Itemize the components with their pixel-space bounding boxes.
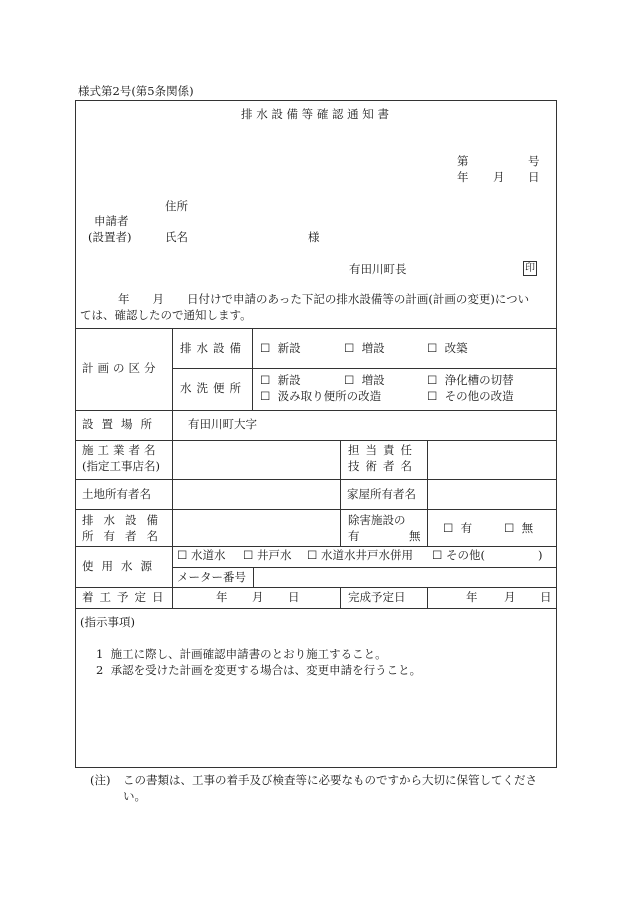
- rule: [427, 587, 428, 608]
- rule: [75, 587, 557, 588]
- applicant-address-label: 住所: [165, 199, 188, 213]
- note-text-line2: い。: [123, 789, 146, 803]
- water-option-combined[interactable]: ☐ 水道水井戸水併用: [307, 548, 413, 562]
- checkbox-icon[interactable]: ☐: [344, 341, 355, 355]
- land-owner-label: 土地所有者名: [82, 487, 151, 501]
- water-option-other[interactable]: ☐ その他(: [432, 548, 485, 562]
- meter-number-label: メーター番号: [177, 570, 246, 584]
- rule: [253, 567, 254, 587]
- rule: [172, 440, 173, 546]
- completion-date-year: 年: [466, 590, 478, 604]
- rule: [75, 328, 557, 329]
- checkbox-icon[interactable]: ☐: [504, 521, 515, 535]
- rule: [172, 567, 557, 568]
- rule: [340, 587, 341, 608]
- removal-facility-label: 除害施設の: [348, 513, 406, 527]
- rule: [427, 440, 428, 546]
- rule: [75, 440, 557, 441]
- rule: [75, 608, 557, 609]
- rule: [172, 546, 173, 608]
- removal-option-no[interactable]: ☐ 無: [504, 521, 534, 535]
- document-title: 排 水 設 備 等 確 認 通 知 書: [241, 107, 389, 121]
- toilet-option-septic-switch[interactable]: ☐ 浄化槽の切替: [427, 373, 514, 387]
- doc-number-suffix: 号: [528, 154, 540, 168]
- toilet-option-extend[interactable]: ☐ 増設: [344, 373, 385, 387]
- checkbox-icon[interactable]: ☐: [260, 389, 271, 403]
- note-label: (注): [90, 773, 111, 787]
- notice-text-line2: ては、確認したので通知します。: [80, 308, 252, 322]
- checkbox-icon[interactable]: ☐: [260, 341, 271, 355]
- instruction-item-1: 1 施工に際し、計画確認申請書のとおり施工すること。: [96, 647, 387, 661]
- removal-facility-label-absence: 無: [409, 529, 421, 543]
- designated-contractor-label: (指定工事店名): [82, 459, 160, 473]
- equipment-owner-label-2: 所有者名: [82, 529, 168, 543]
- notice-text-line1: 年 月 日付けで申請のあった下記の排水設備等の計画(計画の変更)につい: [118, 292, 530, 306]
- applicant-label: 申請者: [94, 214, 129, 228]
- checkbox-icon[interactable]: ☐: [432, 548, 443, 562]
- doc-number-prefix: 第: [457, 154, 469, 168]
- rule: [75, 546, 557, 547]
- water-source-label: 使用水源: [82, 559, 160, 573]
- rule: [172, 328, 173, 410]
- rule: [172, 410, 173, 440]
- checkbox-icon[interactable]: ☐: [307, 548, 318, 562]
- technician-label-2: 技術者名: [348, 459, 418, 473]
- rule: [75, 509, 557, 510]
- applicant-name-label: 氏名: [165, 230, 188, 244]
- checkbox-icon[interactable]: ☐: [443, 521, 454, 535]
- toilet-option-new[interactable]: ☐ 新設: [260, 373, 301, 387]
- start-date-label: 着工予定日: [82, 590, 170, 604]
- seal-mark: 印: [525, 263, 535, 274]
- note-text-line1: この書類は、工事の着手及び検査等に必要なものですから大切に保管してくださ: [123, 773, 537, 787]
- drainage-option-rebuild[interactable]: ☐ 改築: [427, 341, 468, 355]
- date-day: 日: [528, 170, 540, 184]
- house-owner-label: 家屋所有者名: [347, 487, 416, 501]
- applicant-honorific: 様: [308, 230, 320, 244]
- equipment-owner-label: 排水設備: [82, 513, 168, 527]
- completion-date-label: 完成予定日: [348, 590, 406, 604]
- rule: [75, 479, 557, 480]
- checkbox-icon[interactable]: ☐: [243, 548, 254, 562]
- location-label: 設置場所: [82, 417, 160, 431]
- completion-date-day: 日: [540, 590, 552, 604]
- drainage-option-extend[interactable]: ☐ 増設: [344, 341, 385, 355]
- installer-label: (設置者): [88, 230, 132, 244]
- checkbox-icon[interactable]: ☐: [427, 341, 438, 355]
- removal-option-yes[interactable]: ☐ 有: [443, 521, 473, 535]
- rule: [252, 328, 253, 410]
- start-date-day: 日: [288, 590, 300, 604]
- form-number: 様式第2号(第5条関係): [78, 84, 194, 98]
- toilet-option-other-conversion[interactable]: ☐ その他の改造: [427, 389, 514, 403]
- water-other-close-paren: ): [538, 548, 543, 562]
- water-option-tap[interactable]: ☐ 水道水: [177, 548, 226, 562]
- instructions-label: (指示事項): [80, 615, 135, 629]
- instruction-item-2: 2 承認を受けた計画を変更する場合は、変更申請を行うこと。: [96, 663, 422, 677]
- drainage-equipment-label: 排水設備: [180, 341, 246, 355]
- technician-label: 担当責任: [348, 443, 418, 457]
- start-date-year: 年: [216, 590, 228, 604]
- rule: [75, 410, 557, 411]
- contractor-label: 施工業者名: [82, 443, 160, 457]
- flush-toilet-label: 水洗便所: [180, 381, 246, 395]
- location-value[interactable]: 有田川町大字: [188, 417, 257, 431]
- start-date-month: 月: [252, 590, 264, 604]
- water-option-well[interactable]: ☐ 井戸水: [243, 548, 292, 562]
- checkbox-icon[interactable]: ☐: [344, 373, 355, 387]
- checkbox-icon[interactable]: ☐: [427, 373, 438, 387]
- rule: [172, 368, 557, 369]
- classification-label: 計画の区分: [82, 361, 160, 375]
- completion-date-month: 月: [504, 590, 516, 604]
- checkbox-icon[interactable]: ☐: [427, 389, 438, 403]
- date-month: 月: [493, 170, 505, 184]
- rule: [340, 440, 341, 546]
- issuer-title: 有田川町長: [349, 262, 407, 276]
- removal-facility-label-presence: 有: [348, 529, 360, 543]
- checkbox-icon[interactable]: ☐: [177, 548, 188, 562]
- toilet-option-pit-conversion[interactable]: ☐ 汲み取り便所の改造: [260, 389, 382, 403]
- checkbox-icon[interactable]: ☐: [260, 373, 271, 387]
- date-year: 年: [457, 170, 469, 184]
- drainage-option-new[interactable]: ☐ 新設: [260, 341, 301, 355]
